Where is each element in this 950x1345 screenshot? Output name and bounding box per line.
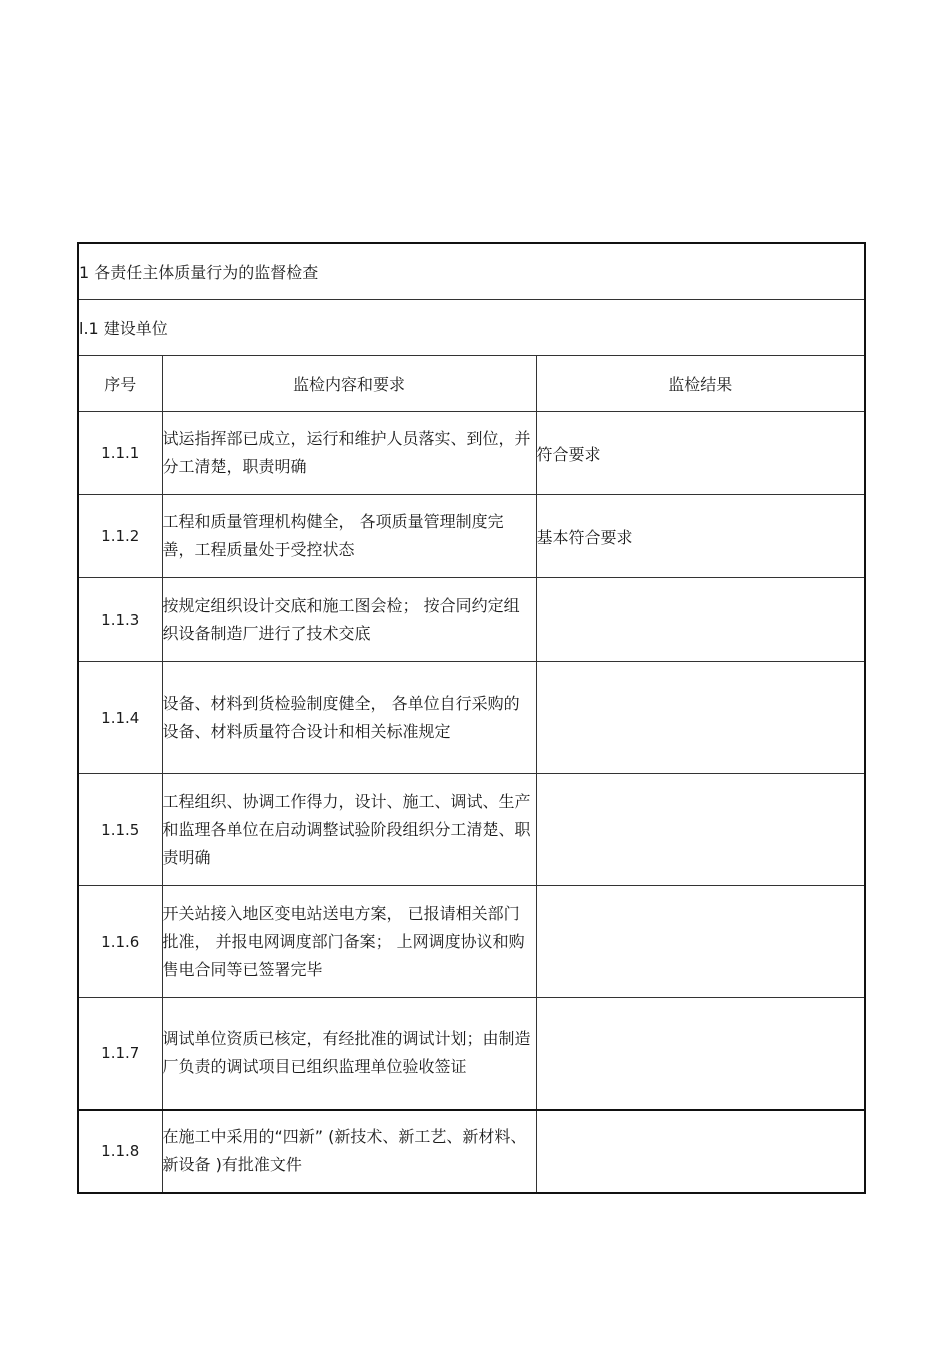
column-header-num: 序号	[78, 356, 162, 412]
row-content: 按规定组织设计交底和施工图会检； 按合同约定组织设备制造厂进行了技术交底	[162, 578, 536, 662]
row-content: 开关站接入地区变电站送电方案， 已报请相关部门批准， 并报电网调度部门备案； 上网调度协议和购售电合同等已签署完毕	[162, 886, 536, 998]
row-num: 1.1.1	[78, 412, 162, 495]
row-num: 1.1.2	[78, 495, 162, 578]
row-num: 1.1.8	[78, 1110, 162, 1193]
table-row	[78, 998, 865, 1110]
row-content: 试运指挥部已成立，运行和维护人员落实、到位，并分工清楚，职责明确	[162, 412, 536, 495]
row-num: 1.1.6	[78, 886, 162, 998]
table-row	[78, 578, 865, 662]
subsection-header-row	[78, 300, 865, 356]
row-content: 设备、材料到货检验制度健全， 各单位自行采购的设备、材料质量符合设计和相关标准规定	[162, 662, 536, 774]
section-header-row	[78, 243, 865, 300]
row-result	[536, 662, 865, 774]
row-content: 调试单位资质已核定，有经批准的调试计划；由制造厂负责的调试项目已组织监理单位验收签证	[162, 998, 536, 1110]
row-content: 在施工中采用的“四新” (新技术、新工艺、新材料、新设备 )有批准文件	[162, 1110, 536, 1193]
table-row	[78, 886, 865, 998]
row-result: 符合要求	[536, 412, 865, 495]
column-header-content: 监检内容和要求	[162, 356, 536, 412]
table-row	[78, 495, 865, 578]
section-title: 1 各责任主体质量行为的监督检查	[78, 243, 865, 300]
row-content: 工程组织、协调工作得力，设计、施工、调试、生产和监理各单位在启动调整试验阶段组织分工清楚、职责明确	[162, 774, 536, 886]
inspection-table	[77, 242, 866, 1194]
row-content: 工程和质量管理机构健全， 各项质量管理制度完善，工程质量处于受控状态	[162, 495, 536, 578]
subsection-title: l.1 建设单位	[78, 300, 865, 356]
row-result	[536, 886, 865, 998]
row-result	[536, 774, 865, 886]
table-row	[78, 412, 865, 495]
table-row	[78, 774, 865, 886]
row-num: 1.1.5	[78, 774, 162, 886]
table-row	[78, 662, 865, 774]
row-result	[536, 578, 865, 662]
row-result	[536, 998, 865, 1110]
row-num: 1.1.3	[78, 578, 162, 662]
table-row	[78, 1110, 865, 1193]
row-num: 1.1.4	[78, 662, 162, 774]
row-num: 1.1.7	[78, 998, 162, 1110]
row-result: 基本符合要求	[536, 495, 865, 578]
row-result	[536, 1110, 865, 1193]
column-header-result: 监检结果	[536, 356, 865, 412]
column-header-row	[78, 356, 865, 412]
